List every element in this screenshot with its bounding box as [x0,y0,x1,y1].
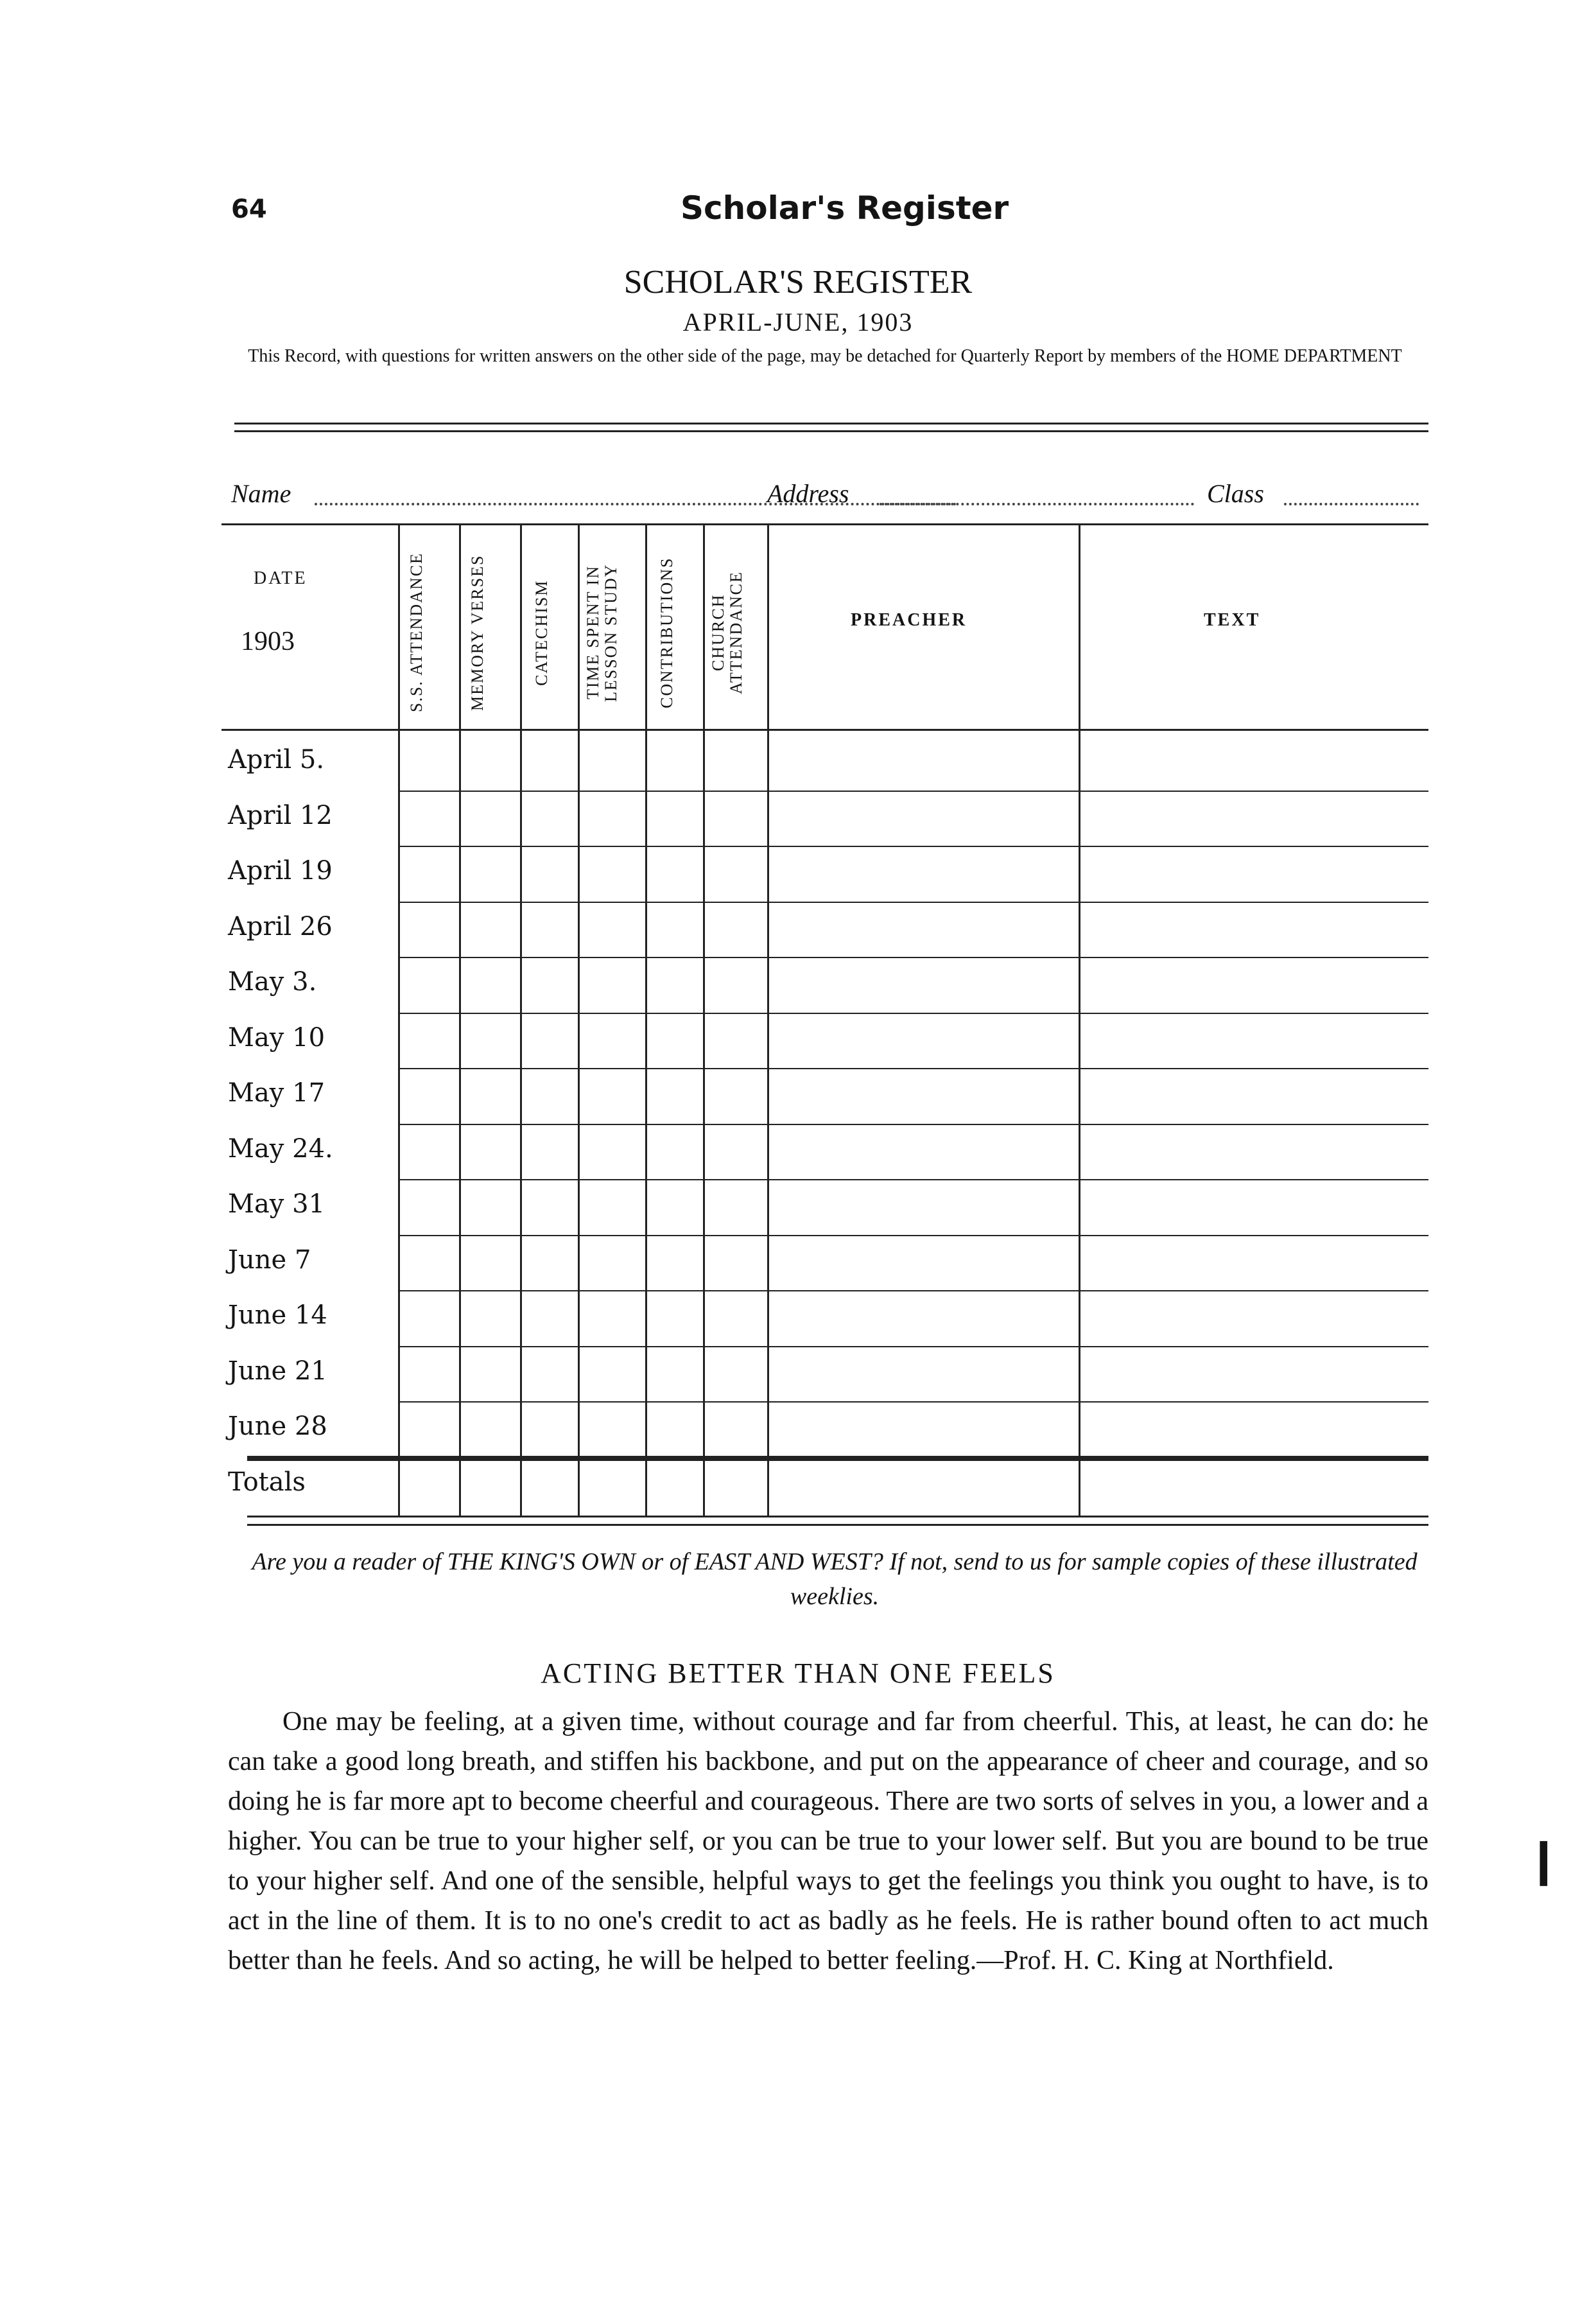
row-date-label: June 21 [228,1356,327,1386]
margin-bracket-mark: ❙ [1525,1833,1563,1886]
memory-verses-header: MEMORY VERSES [468,554,487,711]
row-divider [398,1013,1428,1014]
register-title: SCHOLAR'S REGISTER [623,264,973,301]
class-field-label: Class [1207,479,1264,508]
row-divider [398,1124,1428,1125]
row-divider [398,1179,1428,1180]
name-field-label: Name [231,479,291,508]
text-header: TEXT [1204,610,1261,630]
row-divider [398,846,1428,847]
row-date-label: May 31 [228,1189,325,1219]
article-title: ACTING BETTER THAN ONE FEELS [541,1657,1055,1689]
row-date-label: April 12 [228,800,333,830]
row-divider [398,791,1428,792]
col-line-5 [645,523,647,1516]
row-divider [398,1401,1428,1403]
register-period: APRIL-JUNE, 1903 [682,308,914,337]
row-divider [398,1290,1428,1291]
col-line-2 [459,523,461,1516]
col-line-4 [578,523,580,1516]
advertisement-note: Are you a reader of THE KING'S OWN or of EAST AND WEST? If not, send to us for sample copies of these illustrated weeklies. [252,1548,1418,1610]
catechism-header: CATECHISM [532,579,551,686]
row-date-label: April 19 [228,856,333,886]
col-line-8 [1079,523,1080,1516]
row-divider [398,1235,1428,1236]
table-bottom-border-2 [247,1524,1428,1526]
row-date-label: May 3. [228,967,317,997]
row-date-label: May 24. [228,1133,333,1164]
register-note: This Record, with questions for written answers on the other side of the page, may be detached for Quarterly Report by members of the HOME DEPARTMENT [248,346,1402,366]
church-attendance-header: CHURCH ATTENDANCE [709,571,745,694]
year-header: 1903 [241,627,295,656]
row-date-label: June 14 [228,1300,327,1330]
row-date-label: May 17 [228,1078,325,1108]
row-date-label: June 7 [228,1245,311,1275]
row-date-label: April 26 [228,911,333,941]
table-top-border [221,523,1428,525]
col-line-3 [520,523,522,1516]
row-divider [398,957,1428,958]
running-title: Scholar's Register [681,189,1009,227]
class-dots [1284,503,1419,505]
totals-thick-rule [247,1456,1428,1461]
row-divider [398,902,1428,903]
preacher-header: PREACHER [851,610,967,630]
header-bottom-border [221,729,1428,731]
page-number: 64 [231,195,267,224]
top-rule-2 [234,430,1428,432]
contributions-header: CONTRIBUTIONS [657,557,676,708]
top-rule [234,423,1428,424]
totals-label: Totals [228,1467,306,1497]
col-line-7 [767,523,769,1516]
address-dots [880,503,1194,505]
article-body: One may be feeling, at a given time, without courage and far from cheerful. This, at least, he can do: he can take a good long breath, and stiffen his backbone, and put on the appearance of cheer and courage, and so doing he is far more apt to become cheerful and courageous. There are two sorts of selves in you, a lower and a higher. You can be true to your higher self, or you can be true to your lower self. But you are bound to be true to your higher self. And one of the sensible, helpful ways to get the feelings you think you ought to have, is to act in the line of them. It is to no one's credit to act as badly as he feels. He is rather bound often to act much better than he feels. And so acting, he will be helped to better feeling.—Prof. H. C. King at Northfield. [228,1707,1428,1975]
table-bottom-border [247,1516,1428,1517]
row-divider [398,1068,1428,1069]
attendance-header: S.S. ATTENDANCE [407,552,426,713]
row-date-label: May 10 [228,1022,325,1053]
row-date-label: June 28 [228,1412,327,1441]
col-line-1 [398,523,400,1516]
time-spent-header: TIME SPENT IN LESSON STUDY [584,563,620,702]
row-divider [398,1346,1428,1347]
name-dots [315,503,957,505]
row-date-label: April 5. [228,745,325,774]
address-field-label: Address [767,479,849,508]
col-line-6 [703,523,705,1516]
date-header: DATE [254,568,308,588]
register-table [221,523,1428,1525]
